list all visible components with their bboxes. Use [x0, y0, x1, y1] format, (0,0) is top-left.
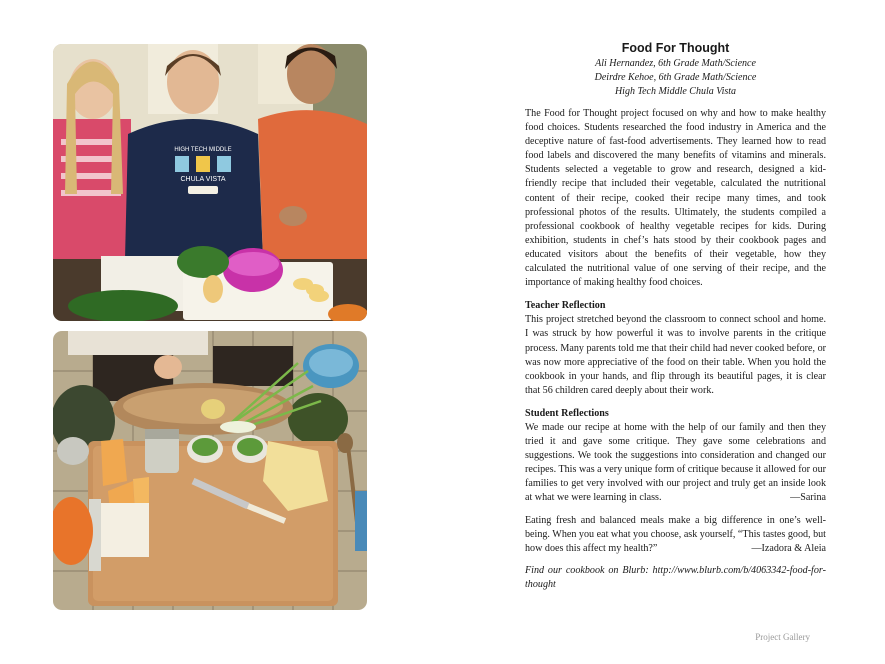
school-name: High Tech Middle Chula Vista — [614, 86, 737, 97]
author-line: Ali Hernandez, 6th Grade Math/Science — [595, 58, 756, 69]
intro-paragraph: The Food for Thought project focused on why and how to make healthy food choices. Students researched the food industry in America and the deceptive nature of fast-food advertisements. They learned how to read food labels and discovered the many benefits of vitamins and minerals. Students selected a vegetable to grow and research, designed a kid-friendly recipe that included their vegetable, calculated the nutritional content of their recipe, cooked their recipe many times, and took professional photos of the results. Ultimately, the students compiled a professional cookbook of healthy vegetable recipes for kids. During exhibition, students in chef’s hats stood by their cookbook pages and educated visitors about the benefits of their vegetable, how they calculated the nutritional value of one serving of their recipe, and the importance of making healthy food choices. — [525, 108, 826, 289]
article-body — [525, 107, 826, 592]
teacher-reflection-heading: Teacher Reflection — [525, 300, 606, 312]
author-list — [525, 57, 826, 99]
student-signature-2: —Izadora & Aleia — [751, 542, 826, 554]
student-reflection-1 — [525, 421, 826, 506]
student-signature-1: —Sarina — [790, 492, 826, 504]
student-reflection-2-text: Eating fresh and balanced meals make a big difference in one’s well-being. When you eat what you choose, ask yourself, “This tastes good, but how does this affect my health?” — [525, 514, 826, 554]
author-line: Deirdre Kehoe, 6th Grade Math/Science — [594, 72, 757, 83]
article — [525, 40, 826, 592]
photo-students-cooking — [53, 44, 367, 321]
shirt-text-top: HIGH TECH MIDDLE — [174, 147, 232, 153]
article-title: Food For Thought — [621, 41, 730, 55]
cookbook-link[interactable]: Find our cookbook on Blurb: http://www.blurb.com/b/4063342-food-for-thought — [525, 564, 826, 590]
student-reflection-2 — [525, 514, 826, 556]
photo-vegetable-board — [53, 331, 367, 610]
footer-section-label: Project Gallery — [755, 632, 810, 642]
teacher-reflection-text: This project stretched beyond the classroom to connect school and home. I was struck by how powerful it was to involve parents in the critique process. Many parents told me that their child had never cooked before, or was now more appreciative of the food on their table. When you hold the cookbook in your hands, and flip through its beautiful pages, it is clear that 56 children cared deeply about their work. — [525, 314, 826, 396]
student-reflections-heading: Student Reflections — [525, 407, 609, 419]
shirt-text-bottom: CHULA VISTA — [180, 176, 226, 183]
student-reflection-1-text: We made our recipe at home with the help of our family and then they tried it and gave some critique. They gave some celebrations and suggestions. We took the suggestions into consideration and changed our recipes. This was a very unique form of critique because it allowed for our families to get very involved with our project and truly get an inside look at what we were learning in class. — [525, 421, 826, 504]
